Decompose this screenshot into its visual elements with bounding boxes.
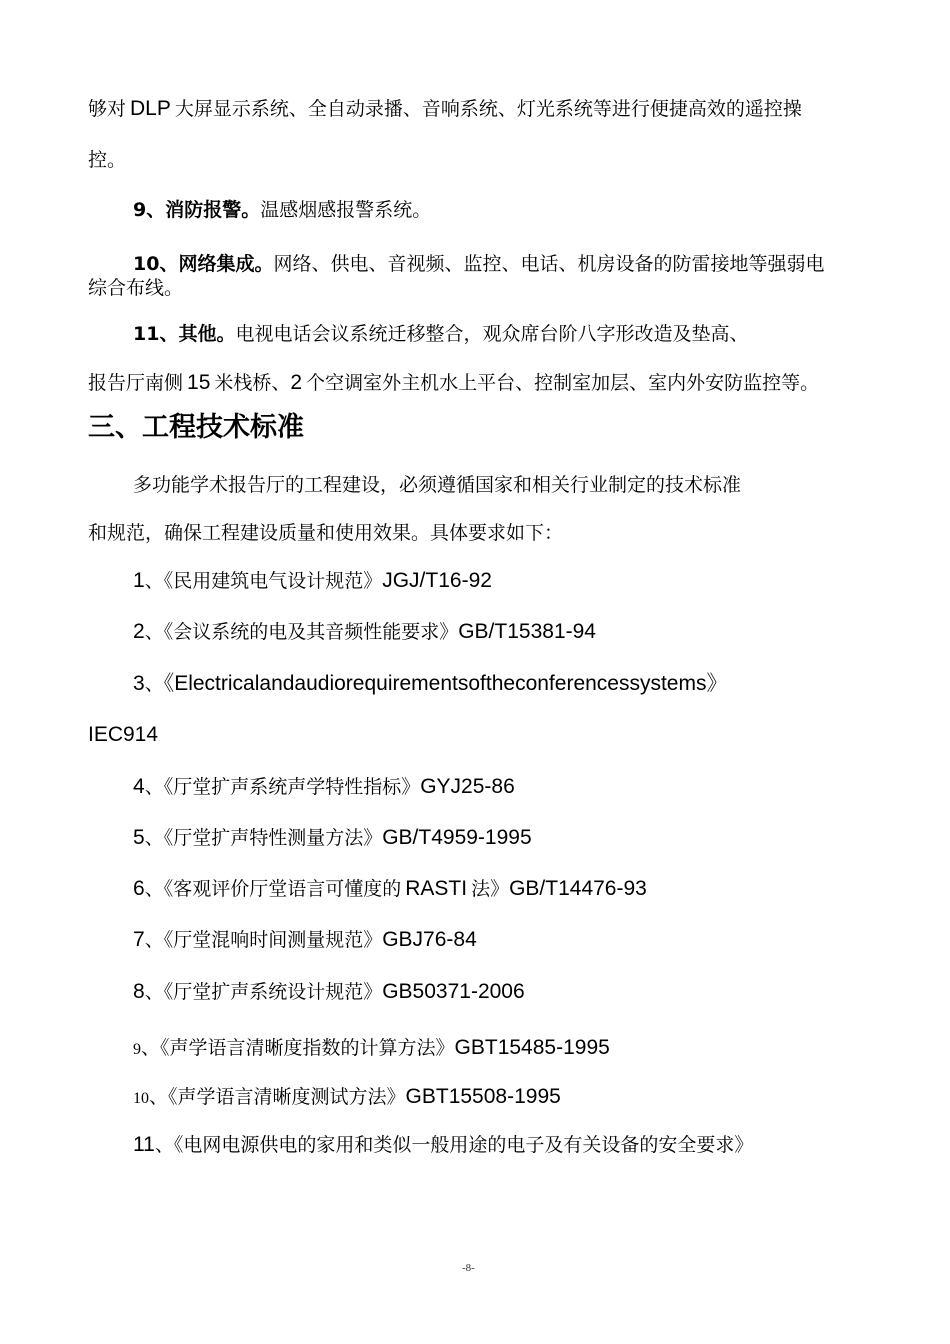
list-item xyxy=(133,198,431,222)
item-number: 5 xyxy=(133,826,145,849)
list-item xyxy=(133,252,824,276)
separator: 、 xyxy=(149,1086,169,1108)
item-lead: 11、其他。 xyxy=(133,323,236,345)
separator: 、 xyxy=(144,878,164,900)
text: DLP xyxy=(130,97,171,120)
page-number: -8- xyxy=(462,1262,475,1274)
standard-title: 《客观评价厅堂语言可懂度的 xyxy=(163,878,402,900)
item-number: 9 xyxy=(133,1041,141,1058)
separator: 、 xyxy=(144,776,164,798)
standard-item xyxy=(133,826,532,850)
standard-code: GBT15508-1995 xyxy=(405,1085,561,1108)
standard-code: GB50371-2006 xyxy=(382,980,525,1003)
standard-code: GBT15485-1995 xyxy=(454,1036,610,1059)
standard-item xyxy=(133,877,647,901)
standard-item xyxy=(133,1036,610,1062)
standard-title: 《民用建筑电气设计规范》 xyxy=(163,570,383,592)
standard-code: GYJ25-86 xyxy=(420,775,515,798)
standard-item xyxy=(133,569,492,593)
paragraph-line xyxy=(88,97,802,121)
paragraph-line: 和规范，确保工程建设质量和使用效果。具体要求如下： xyxy=(88,522,564,544)
text: 2 xyxy=(290,371,303,394)
text: 大屏显示系统、全自动录播、音响系统、灯光系统等进行便捷高效的遥控操 xyxy=(174,98,802,120)
standard-title-latin: RASTI xyxy=(405,877,468,900)
item-number: 2 xyxy=(133,620,145,643)
paragraph-line: 综合布线。 xyxy=(88,277,184,299)
standard-title: 《声学语言清晰度测试方法》 xyxy=(168,1086,406,1108)
standard-code: IEC914 xyxy=(88,723,159,746)
section-heading: 三、工程技术标准 xyxy=(88,412,304,443)
separator: 、 xyxy=(144,827,164,849)
separator: 、 xyxy=(144,570,164,592)
text: 够对 xyxy=(88,98,127,120)
item-number: 1 xyxy=(133,569,145,592)
item-text: 温感烟感报警系统。 xyxy=(260,199,432,221)
item-lead: 10、网络集成。 xyxy=(133,253,274,275)
standard-item xyxy=(133,775,515,799)
item-lead: 9、消防报警。 xyxy=(133,199,261,221)
standard-code: JGJ/T16-92 xyxy=(382,569,492,592)
paragraph-line xyxy=(88,371,819,395)
standard-title: 《会议系统的电及其音频性能要求》 xyxy=(163,621,459,643)
item-number: 3 xyxy=(133,672,145,695)
standard-item xyxy=(133,1085,561,1111)
item-number: 10 xyxy=(133,1090,149,1107)
standard-title: 《声学语言清晰度指数的计算方法》 xyxy=(160,1037,455,1059)
separator: 、 xyxy=(144,621,164,643)
standard-code: GB/T14476-93 xyxy=(509,877,647,900)
item-number: 7 xyxy=(133,928,145,951)
separator: 、 xyxy=(154,1134,174,1156)
text: 米栈桥、 xyxy=(214,372,291,394)
item-text: 电视电话会议系统迁移整合，观众席台阶八字形改造及垫高、 xyxy=(235,323,749,345)
list-item xyxy=(133,322,748,346)
standard-item xyxy=(133,980,525,1004)
item-number: 11 xyxy=(133,1133,155,1156)
text: 15 xyxy=(187,371,211,394)
separator: 、 xyxy=(144,673,164,695)
standard-title: 《厅堂扩声系统声学特性指标》 xyxy=(163,776,421,798)
standard-title: 《Electricalandaudiorequirementsoftheconferencessystems》 xyxy=(163,672,728,695)
item-number: 8 xyxy=(133,980,145,1003)
standard-title: 《厅堂扩声特性测量方法》 xyxy=(163,827,383,849)
standard-item xyxy=(133,620,596,644)
standard-item xyxy=(133,928,477,952)
standard-title: 《厅堂扩声系统设计规范》 xyxy=(163,981,383,1003)
standard-title: 《电网电源供电的家用和类似一般用途的电子及有关设备的安全要求》 xyxy=(173,1134,754,1156)
item-number: 6 xyxy=(133,877,145,900)
item-text: 网络、供电、音视频、监控、电话、机房设备的防雷接地等强弱电 xyxy=(273,253,825,275)
standard-code: GBJ76-84 xyxy=(382,928,477,951)
separator: 、 xyxy=(144,981,164,1003)
standard-title: 《厅堂混响时间测量规范》 xyxy=(163,929,383,951)
standard-item xyxy=(133,672,727,696)
text: 个空调室外主机水上平台、控制室加层、室内外安防监控等。 xyxy=(306,372,820,394)
separator: 、 xyxy=(141,1037,161,1059)
standard-code: GB/T4959-1995 xyxy=(382,826,532,849)
standard-code: GB/T15381-94 xyxy=(458,620,596,643)
standard-title: 法》 xyxy=(471,878,510,900)
standard-item xyxy=(133,1133,753,1157)
paragraph-line: 控。 xyxy=(88,149,127,171)
text: 报告厅南侧 xyxy=(88,372,184,394)
paragraph-line: 多功能学术报告厅的工程建设，必须遵循国家和相关行业制定的技术标准 xyxy=(133,474,742,496)
separator: 、 xyxy=(144,929,164,951)
item-number: 4 xyxy=(133,775,145,798)
